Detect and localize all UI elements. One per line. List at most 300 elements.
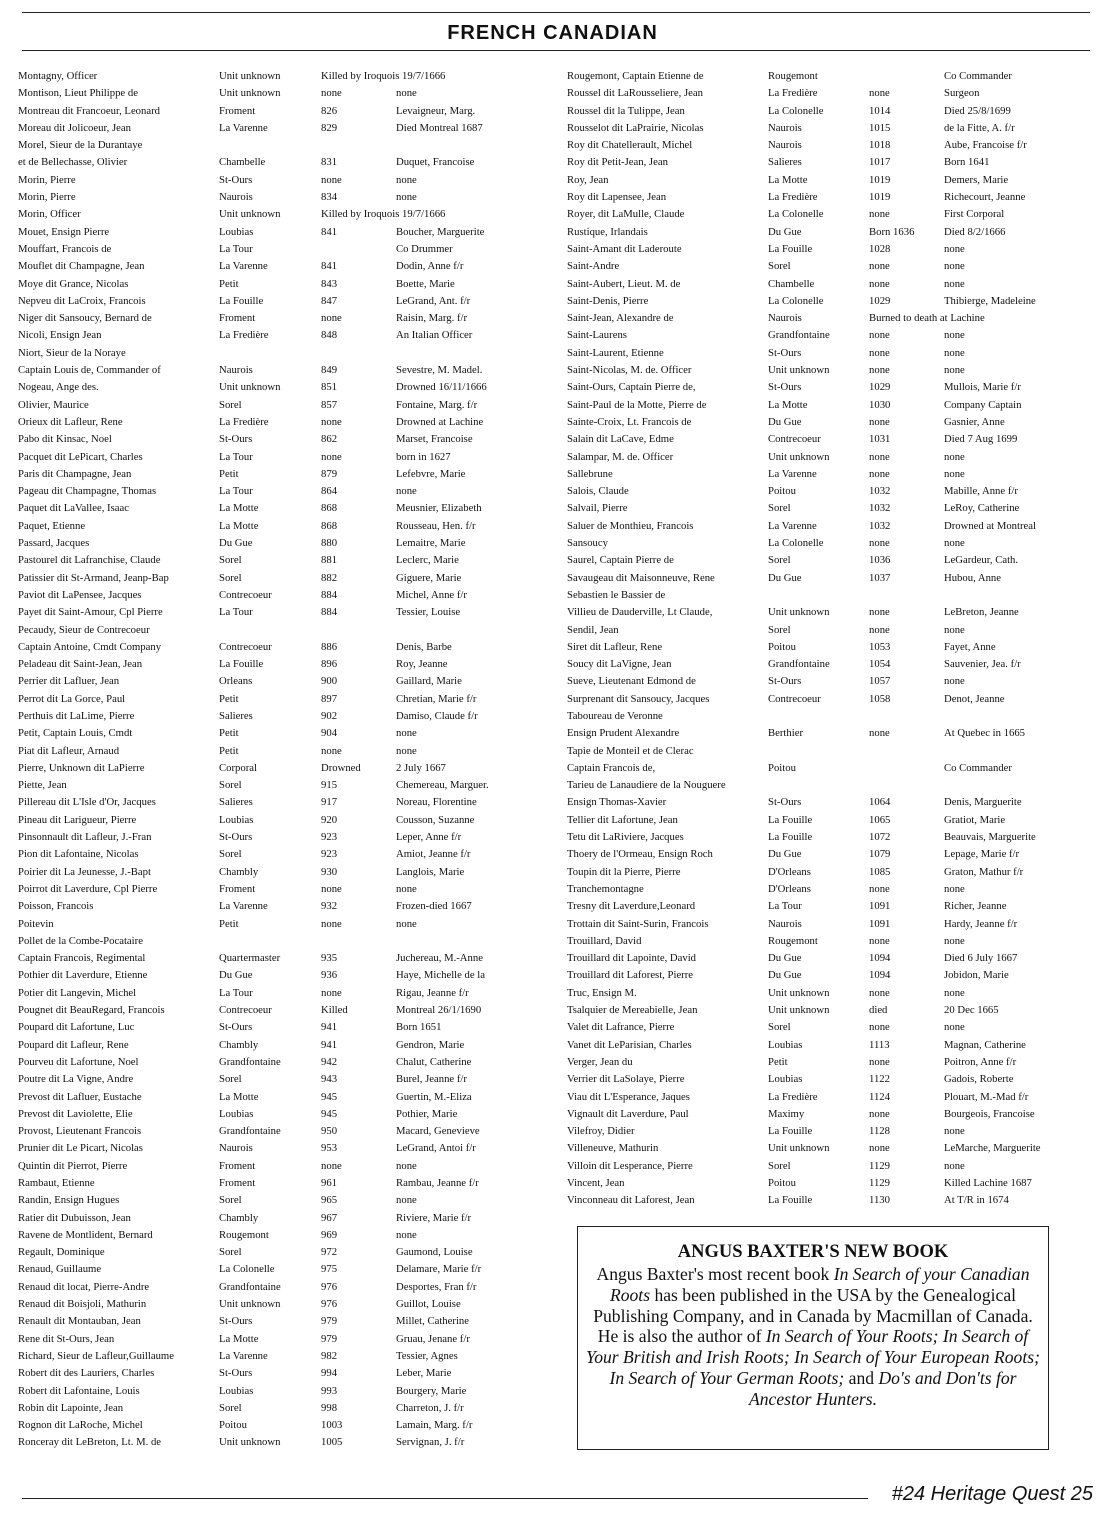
record-number: 1030 (869, 398, 891, 411)
list-row (18, 206, 546, 223)
record-number: none (869, 623, 890, 636)
company: Du Gue (768, 969, 802, 982)
record-number: none (869, 882, 890, 895)
spouse-or-note: Gendron, Marie (396, 1038, 465, 1051)
announcement-text-1: Angus Baxter's most recent book (596, 1264, 834, 1284)
list-row (567, 535, 1087, 552)
soldier-name: Viau dit L'Esperance, Jaques (567, 1090, 690, 1103)
list-row (567, 587, 1087, 604)
list-row (18, 1123, 546, 1140)
list-row (18, 431, 546, 448)
soldier-name: Vincent, Jean (567, 1177, 625, 1189)
spouse-or-note: Aube, Francoise f/r (944, 139, 1027, 152)
soldier-name: Captain Francois, Regimental (18, 952, 146, 965)
soldier-name: Pecaudy, Sieur de Contrecoeur (18, 623, 150, 636)
soldier-name: Paquet, Etienne (18, 519, 86, 532)
record-number: 969 (321, 1228, 338, 1241)
list-row (18, 1279, 546, 1296)
list-row (18, 1365, 546, 1382)
list-row (567, 397, 1087, 414)
spouse-or-note: Levaigneur, Marg. (396, 104, 476, 117)
soldier-name: Tranchemontagne (567, 882, 644, 895)
spouse-or-note: Meusnier, Elizabeth (396, 502, 482, 515)
list-row (18, 1417, 546, 1434)
soldier-name: Vilefroy, Didier (567, 1125, 635, 1138)
soldier-name: Morin, Pierre (18, 173, 76, 186)
record-number: 941 (321, 1021, 338, 1034)
list-row (18, 379, 546, 396)
list-row (18, 293, 546, 310)
spouse-or-note: Co Commander (944, 761, 1012, 774)
list-row (18, 68, 546, 85)
record-number: 1029 (869, 294, 891, 307)
soldier-name: Niger dit Sansoucy, Bernard de (18, 312, 152, 325)
company: La Fouille (768, 1125, 813, 1138)
company: Naurois (219, 1142, 253, 1155)
list-row (567, 898, 1087, 915)
record-number: 849 (321, 364, 338, 377)
soldier-name: Captain Antoine, Cmdt Company (18, 640, 162, 653)
company: La Tour (219, 450, 253, 463)
soldier-name: Trouillard, David (567, 934, 642, 947)
company: La Varenne (219, 121, 268, 134)
list-row (18, 1019, 546, 1036)
soldier-name: Pineau dit Larigueur, Pierre (18, 813, 137, 826)
record-number: 945 (321, 1107, 338, 1120)
soldier-name: et de Bellechasse, Olivier (18, 156, 128, 169)
list-row (567, 881, 1087, 898)
company: Du Gue (219, 537, 253, 550)
record-number: 945 (321, 1090, 338, 1103)
company: Sorel (768, 502, 791, 515)
record-number (869, 708, 944, 725)
company: La Tour (219, 986, 253, 999)
record-number: none (321, 87, 342, 100)
record-number: none (321, 450, 342, 463)
spouse-or-note: Duquet, Francoise (396, 156, 475, 169)
spouse-or-note: Pothier, Marie (396, 1107, 458, 1120)
list-row (567, 864, 1087, 881)
record-number: 1091 (869, 917, 891, 930)
company: La Motte (219, 519, 259, 532)
book-title-canadian-roots: In Search of your Canadian Roots (609, 1264, 1030, 1305)
record-number: 941 (321, 1038, 338, 1051)
spouse-or-note: Chretian, Marie f/r (396, 692, 477, 705)
announcement-text-2: has been published in the USA by the Genealogical Publishing Company, and in Canada by Macmillan of Canada. He is also the author of (593, 1284, 1033, 1347)
record-number: 1036 (869, 554, 891, 567)
spouse-or-note: Juchereau, M.-Anne (396, 952, 483, 965)
company: Froment (219, 1177, 256, 1189)
spouse-or-note: Hubou, Anne (944, 571, 1001, 584)
company: St-Ours (768, 381, 802, 394)
spouse-or-note: Hardy, Jeanne f/r (944, 917, 1018, 930)
list-row (18, 1313, 546, 1330)
list-row (567, 345, 1087, 362)
list-row (567, 1175, 1087, 1192)
spouse-or-note: none (396, 882, 417, 895)
spouse-or-note: Gaumond, Louise (396, 1246, 473, 1259)
company: La Tour (219, 485, 253, 498)
company: La Tour (768, 900, 802, 913)
soldier-name: Poupard dit Lafortune, Luc (18, 1021, 135, 1034)
company: La Fouille (768, 813, 813, 826)
record-number: 1037 (869, 571, 891, 584)
record-number: Killed by Iroquois 19/7/1666 (321, 70, 446, 82)
spouse-or-note: Delamare, Marie f/r (396, 1263, 482, 1276)
record-number: 1057 (869, 675, 891, 688)
company: Quartermaster (219, 952, 281, 965)
soldier-name: Salois, Claude (567, 485, 629, 498)
record-number: 1129 (869, 1177, 890, 1189)
record-number: 1005 (321, 1436, 343, 1449)
company: Contrecoeur (768, 692, 821, 705)
company: La Varenne (219, 260, 268, 273)
spouse-or-note: Servignan, J. f/r (396, 1436, 465, 1449)
list-row (567, 103, 1087, 120)
soldier-name: Tresny dit Laverdure,Leonard (567, 900, 696, 913)
spouse-or-note: Rambau, Jeanne f/r (396, 1177, 479, 1189)
spouse-or-note: Graton, Mathur f/r (944, 865, 1024, 878)
list-row (567, 189, 1087, 206)
soldier-name: Perthuis dit LaLime, Pierre (18, 709, 135, 722)
company: St-Ours (219, 433, 253, 446)
company: Unit unknown (219, 87, 281, 100)
company: La Fredière (219, 329, 269, 342)
soldier-name: Poirier dit La Jeunesse, J.-Bapt (18, 865, 151, 878)
company: Chambelle (219, 156, 266, 169)
company: St-Ours (768, 796, 802, 809)
spouse-or-note: Drowned at Montreal (944, 519, 1037, 532)
record-number: 998 (321, 1401, 338, 1414)
soldier-name: Villoin dit Lesperance, Pierre (567, 1159, 693, 1172)
spouse-or-note: Mabille, Anne f/r (944, 485, 1018, 498)
company: Unit unknown (768, 986, 830, 999)
record-number: 862 (321, 433, 338, 446)
record-number: 932 (321, 900, 338, 913)
company: Sorel (219, 1073, 242, 1086)
record-number: 917 (321, 796, 338, 809)
company: Naurois (219, 364, 253, 377)
list-row (567, 985, 1087, 1002)
left-column-list (18, 68, 546, 1452)
list-row (567, 656, 1087, 673)
list-row (18, 864, 546, 881)
soldier-name: Rene dit St-Ours, Jean (18, 1332, 115, 1345)
spouse-or-note: Gruau, Jenane f/r (396, 1332, 470, 1345)
spouse-or-note: none (396, 87, 417, 100)
spouse-or-note: Leclerc, Marie (396, 554, 459, 567)
spouse-or-note: Rigau, Jeanne f/r (396, 986, 469, 999)
soldier-name: Tetu dit LaRiviere, Jacques (567, 831, 684, 844)
spouse-or-note (396, 622, 546, 639)
company: Unit unknown (219, 1298, 281, 1311)
company: Loubias (219, 225, 254, 238)
soldier-name: Prunier dit Le Picart, Nicolas (18, 1142, 143, 1155)
spouse-or-note: Leber, Marie (396, 1367, 452, 1380)
spouse-or-note: Chalut, Catherine (396, 1055, 472, 1068)
list-row (567, 1089, 1087, 1106)
list-row (18, 310, 546, 327)
page-footer: #24 Heritage Quest 25 (891, 1483, 1093, 1505)
list-row (18, 1106, 546, 1123)
soldier-name: Trottain dit Saint-Surin, Francois (567, 917, 709, 930)
company: Unit unknown (768, 364, 830, 377)
list-row (567, 552, 1087, 569)
list-row (18, 518, 546, 535)
company (219, 622, 321, 639)
soldier-name: Piette, Jean (18, 779, 67, 792)
company: Sorel (219, 779, 242, 792)
record-number: 880 (321, 537, 338, 550)
soldier-name: Roussel dit LaRousseliere, Jean (567, 87, 703, 100)
soldier-name: Saint-Laurent, Etienne (567, 346, 664, 359)
spouse-or-note: Poitron, Anne f/r (944, 1055, 1017, 1068)
book-announcement-box (577, 1226, 1049, 1450)
company: D'Orleans (768, 882, 811, 895)
record-number: 1072 (869, 831, 891, 844)
list-row (567, 570, 1087, 587)
list-row (567, 154, 1087, 171)
company: Sorel (768, 1159, 791, 1172)
record-number: none (869, 346, 890, 359)
record-number: 882 (321, 571, 338, 584)
record-number: Killed by Iroquois 19/7/1666 (321, 208, 446, 221)
soldier-name: Pourveu dit Lafortune, Noel (18, 1055, 139, 1068)
company: La Varenne (219, 900, 268, 913)
spouse-or-note: Jobidon, Marie (944, 969, 1009, 982)
soldier-name: Perrot dit La Gorce, Paul (18, 692, 126, 705)
list-row (567, 777, 1087, 794)
company: Naurois (219, 191, 253, 204)
list-row (18, 1002, 546, 1019)
spouse-or-note: Bourgery, Marie (396, 1384, 467, 1397)
spouse-or-note: Lamain, Marg. f/r (396, 1419, 473, 1432)
record-number: none (869, 727, 890, 740)
spouse-or-note: none (944, 623, 965, 636)
list-row (18, 1175, 546, 1192)
list-row (18, 500, 546, 517)
record-number: 900 (321, 675, 338, 688)
record-number (869, 743, 944, 760)
spouse-or-note: none (396, 1228, 417, 1241)
soldier-name: Poutre dit La Vigne, Andre (18, 1073, 134, 1086)
record-number: 975 (321, 1263, 338, 1276)
spouse-or-note: Raisin, Marg. f/r (396, 312, 468, 325)
record-number: 1094 (869, 952, 891, 965)
company: La Colonelle (768, 537, 824, 550)
list-row (567, 68, 1087, 85)
soldier-name: Renaud, Guillaume (18, 1263, 102, 1276)
record-number: 1029 (869, 381, 891, 394)
soldier-name: Pothier dit Laverdure, Etienne (18, 969, 148, 982)
spouse-or-note: Gaillard, Marie (396, 675, 462, 688)
soldier-name: Rougemont, Captain Etienne de (567, 70, 704, 82)
soldier-name: Potier dit Langevin, Michel (18, 986, 137, 999)
spouse-or-note (944, 777, 1087, 794)
record-number: none (869, 364, 890, 377)
spouse-or-note: Lepage, Marie f/r (944, 848, 1020, 861)
company: La Varenne (219, 1349, 268, 1362)
soldier-name: Orieux dit Lafleur, Rene (18, 415, 123, 428)
company: La Fredière (768, 191, 818, 204)
record-number: none (869, 329, 890, 342)
soldier-name: Vignault dit Laverdure, Paul (567, 1107, 689, 1120)
list-row (18, 1192, 546, 1209)
record-number: 857 (321, 398, 338, 411)
list-row (18, 846, 546, 863)
soldier-name: Ronceray dit LeBreton, Lt. M. de (18, 1436, 162, 1449)
spouse-or-note: none (944, 467, 965, 480)
company: Chambelle (768, 277, 815, 290)
list-row (18, 1037, 546, 1054)
soldier-name: Sendil, Jean (567, 623, 619, 636)
spouse-or-note: Denis, Barbe (396, 640, 452, 653)
list-row (18, 916, 546, 933)
record-number: 965 (321, 1194, 338, 1207)
spouse-or-note: Burel, Jeanne f/r (396, 1073, 467, 1086)
soldier-name: Saint-Andre (567, 260, 620, 273)
soldier-name: Prevost dit Lafluer, Eustache (18, 1090, 142, 1103)
company: Sorel (768, 623, 791, 636)
spouse-or-note: At T/R in 1674 (944, 1194, 1009, 1207)
record-number: 915 (321, 779, 338, 792)
list-row (18, 743, 546, 760)
list-row (567, 950, 1087, 967)
list-row (18, 1071, 546, 1088)
spouse-or-note: Cousson, Suzanne (396, 813, 475, 826)
soldier-name: Verger, Jean du (567, 1055, 633, 1068)
list-row (567, 310, 1087, 327)
soldier-name: Pollet de la Combe-Pocataire (18, 934, 143, 947)
soldier-name: Sueve, Lieutenant Edmond de (567, 675, 696, 688)
spouse-or-note: Died 6 July 1667 (944, 952, 1018, 965)
record-number: none (869, 1055, 890, 1068)
soldier-name: Pabo dit Kinsac, Noel (18, 433, 112, 446)
spouse-or-note: none (944, 537, 965, 550)
list-row (18, 258, 546, 275)
record-number: none (869, 1142, 890, 1155)
record-number: 868 (321, 502, 338, 515)
list-row (18, 449, 546, 466)
spouse-or-note: Magnan, Catherine (944, 1038, 1026, 1051)
list-row (18, 327, 546, 344)
company: Rougemont (768, 934, 818, 947)
record-number: 972 (321, 1246, 338, 1259)
soldier-name: Trouillard dit Laforest, Pierre (567, 969, 694, 982)
company: Salieres (768, 156, 802, 169)
spouse-or-note: Bourgeois, Francoise (944, 1107, 1035, 1120)
soldier-name: Renaud dit Boisjoli, Mathurin (18, 1298, 147, 1311)
record-number: 1122 (869, 1073, 890, 1086)
record-number: 1053 (869, 640, 891, 653)
list-row (18, 794, 546, 811)
company: Poitou (219, 1419, 247, 1432)
list-row (567, 1158, 1087, 1175)
company: Petit (219, 727, 239, 740)
company: Petit (219, 917, 239, 930)
company: Sorel (768, 260, 791, 273)
spouse-or-note: none (944, 277, 965, 290)
list-row (18, 967, 546, 984)
spouse-or-note: LeMarche, Marguerite (944, 1142, 1041, 1155)
company: Unit unknown (219, 208, 281, 221)
record-number: 831 (321, 156, 338, 169)
soldier-name: Pierre, Unknown dit LaPierre (18, 761, 145, 774)
spouse-or-note: Riviere, Marie f/r (396, 1211, 472, 1224)
spouse-or-note: none (396, 1194, 417, 1207)
spouse-or-note (944, 743, 1087, 760)
spouse-or-note: none (396, 727, 417, 740)
soldier-name: Roy, Jean (567, 173, 609, 186)
record-number (321, 933, 396, 950)
soldier-name: Roussel dit la Tulippe, Jean (567, 104, 685, 117)
record-number: 841 (321, 260, 338, 273)
company (768, 777, 869, 794)
company: Du Gue (768, 571, 802, 584)
company: Grandfontaine (219, 1280, 281, 1293)
list-row (18, 1089, 546, 1106)
list-row (567, 743, 1087, 760)
spouse-or-note: Frozen-died 1667 (396, 900, 472, 913)
list-row (18, 570, 546, 587)
spouse-or-note (396, 137, 546, 154)
company: Unit unknown (768, 1142, 830, 1155)
company: Corporal (219, 761, 257, 774)
spouse-or-note: Surgeon (944, 87, 980, 100)
soldier-name: Toupin dit la Pierre, Pierre (567, 865, 681, 878)
company: La Motte (768, 173, 808, 186)
record-number: 1079 (869, 848, 891, 861)
announcement-title: ANGUS BAXTER'S NEW BOOK (677, 1242, 949, 1262)
spouse-or-note: Amiot, Jeanne f/r (396, 848, 471, 861)
soldier-name: Nogeau, Ange des. (18, 381, 99, 394)
company (219, 137, 321, 154)
list-row (18, 276, 546, 293)
list-row (18, 397, 546, 414)
spouse-or-note: Richer, Jeanne (944, 900, 1007, 913)
spouse-or-note: none (944, 986, 965, 999)
soldier-name: Salampar, M. de. Officer (567, 450, 674, 463)
spouse-or-note: LeGrand, Antoi f/r (396, 1142, 476, 1155)
company: Unit unknown (219, 70, 281, 82)
company: Sorel (219, 1194, 242, 1207)
spouse-or-note: Tessier, Agnes (396, 1349, 458, 1362)
soldier-name: Roy dit Petit-Jean, Jean (567, 156, 668, 169)
soldier-name: Paris dit Champagne, Jean (18, 467, 132, 480)
company: Chambly (219, 865, 259, 878)
spouse-or-note: Beauvais, Marguerite (944, 831, 1036, 844)
list-row (567, 1037, 1087, 1054)
record-number (321, 622, 396, 639)
company: Chambly (219, 1038, 259, 1051)
record-number: 1032 (869, 502, 891, 515)
list-row (567, 466, 1087, 483)
soldier-name: Moreau dit Jolicoeur, Jean (18, 121, 131, 134)
list-row (567, 829, 1087, 846)
record-number: 904 (321, 727, 338, 740)
soldier-name: Sainte-Croix, Lt. Francois de (567, 415, 692, 428)
list-row (567, 1106, 1087, 1123)
spouse-or-note: Died 7 Aug 1699 (944, 433, 1018, 446)
spouse-or-note: Fontaine, Marg. f/r (396, 398, 478, 411)
record-number: none (321, 312, 342, 325)
record-number: 1014 (869, 104, 891, 117)
company: Sorel (768, 554, 791, 567)
company: Du Gue (768, 225, 802, 238)
footer-rule (22, 1498, 868, 1499)
company: Salieres (219, 709, 253, 722)
list-row (18, 1261, 546, 1278)
